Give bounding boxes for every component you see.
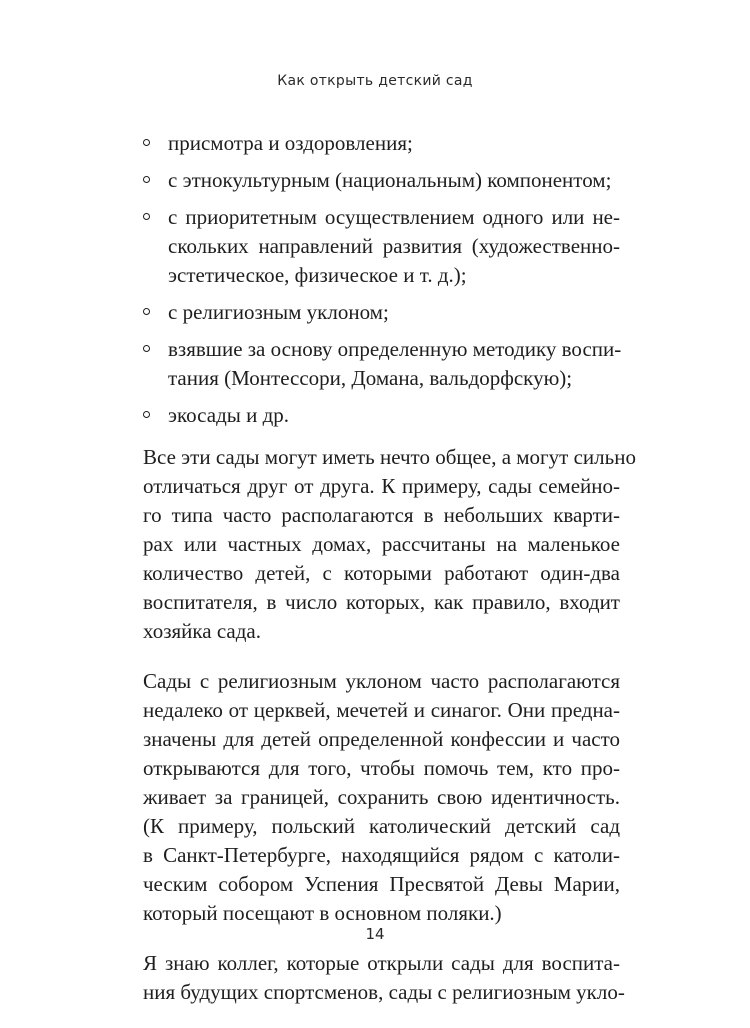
paragraph-religious-gardens [143, 667, 620, 928]
paragraph-line: открываются для того, чтобы помочь тем, кто про- [143, 756, 620, 780]
paragraph-line: отличаться друг от друга. К примеру, сады семейно- [143, 474, 620, 498]
list-item [143, 335, 620, 393]
paragraph-line: Я знаю коллег, которые открыли сады для воспита- [143, 951, 620, 975]
paragraph-line: живает за границей, сохранить свою идентичность. [143, 785, 620, 809]
paragraph-line: го типа часто располагаются в небольших кварти- [143, 503, 620, 527]
paragraph-line: который посещают в основном поляки.) [143, 901, 502, 925]
page-number: 14 [365, 925, 385, 943]
circle-bullet-icon [143, 411, 150, 418]
circle-bullet-icon [143, 213, 150, 220]
list-item-text: взявшие за основу определенную методику воспи- [168, 337, 622, 361]
circle-bullet-icon [143, 345, 150, 352]
paragraph-line: в Санкт-Петербурге, находящийся рядом с католи- [143, 843, 620, 867]
paragraph-line: количество детей, с которыми работают один-два [143, 561, 620, 585]
paragraph-colleagues [143, 949, 625, 1007]
list-item [143, 166, 620, 195]
circle-bullet-icon [143, 176, 150, 183]
list-item-text: эстетическое, физическое и т. д.); [168, 263, 467, 287]
list-item-text: с религиозным уклоном; [168, 300, 389, 324]
list-item-text: экосады и др. [168, 403, 290, 427]
paragraph-line: рах или частных домах, рассчитаны на маленькое [143, 532, 620, 556]
list-item-text: присмотра и оздоровления; [168, 131, 413, 155]
paragraph-line: Сады с религиозным уклоном часто располагаются [143, 669, 620, 693]
bullet-list [143, 129, 620, 430]
paragraph-line: (К примеру, польский католический детский сад [143, 814, 620, 838]
paragraph-line: значены для детей определенной конфессии и часто [143, 727, 620, 751]
paragraph-line: ния будущих спортсменов, сады с религиозным укло- [143, 980, 625, 1004]
list-item [143, 401, 620, 430]
paragraph-line: хозяйка сада. [143, 619, 262, 643]
list-item-text: тания (Монтессори, Домана, вальдорфскую); [168, 366, 573, 390]
list-item-text: с приоритетным осуществлением одного или не- [168, 205, 620, 229]
page-body [143, 129, 636, 1028]
paragraph-line: недалеко от церквей, мечетей и синагог. Они предна- [143, 698, 620, 722]
circle-bullet-icon [143, 139, 150, 146]
paragraph-kindergarten-types [143, 443, 636, 646]
list-item [143, 129, 620, 158]
list-item-text: скольких направлений развития (художественно- [168, 234, 620, 258]
circle-bullet-icon [143, 308, 150, 315]
list-item [143, 203, 620, 290]
paragraph-line: воспитателя, в число которых, как правило, входит [143, 590, 620, 614]
paragraph-line: Все эти сады могут иметь нечто общее, а могут сильно [143, 445, 636, 469]
list-item [143, 298, 620, 327]
paragraph-line: ческим собором Успения Пресвятой Девы Марии, [143, 872, 620, 896]
running-header: Как открыть детский сад [277, 73, 473, 89]
list-item-text: с этнокультурным (национальным) компонентом; [168, 168, 612, 192]
